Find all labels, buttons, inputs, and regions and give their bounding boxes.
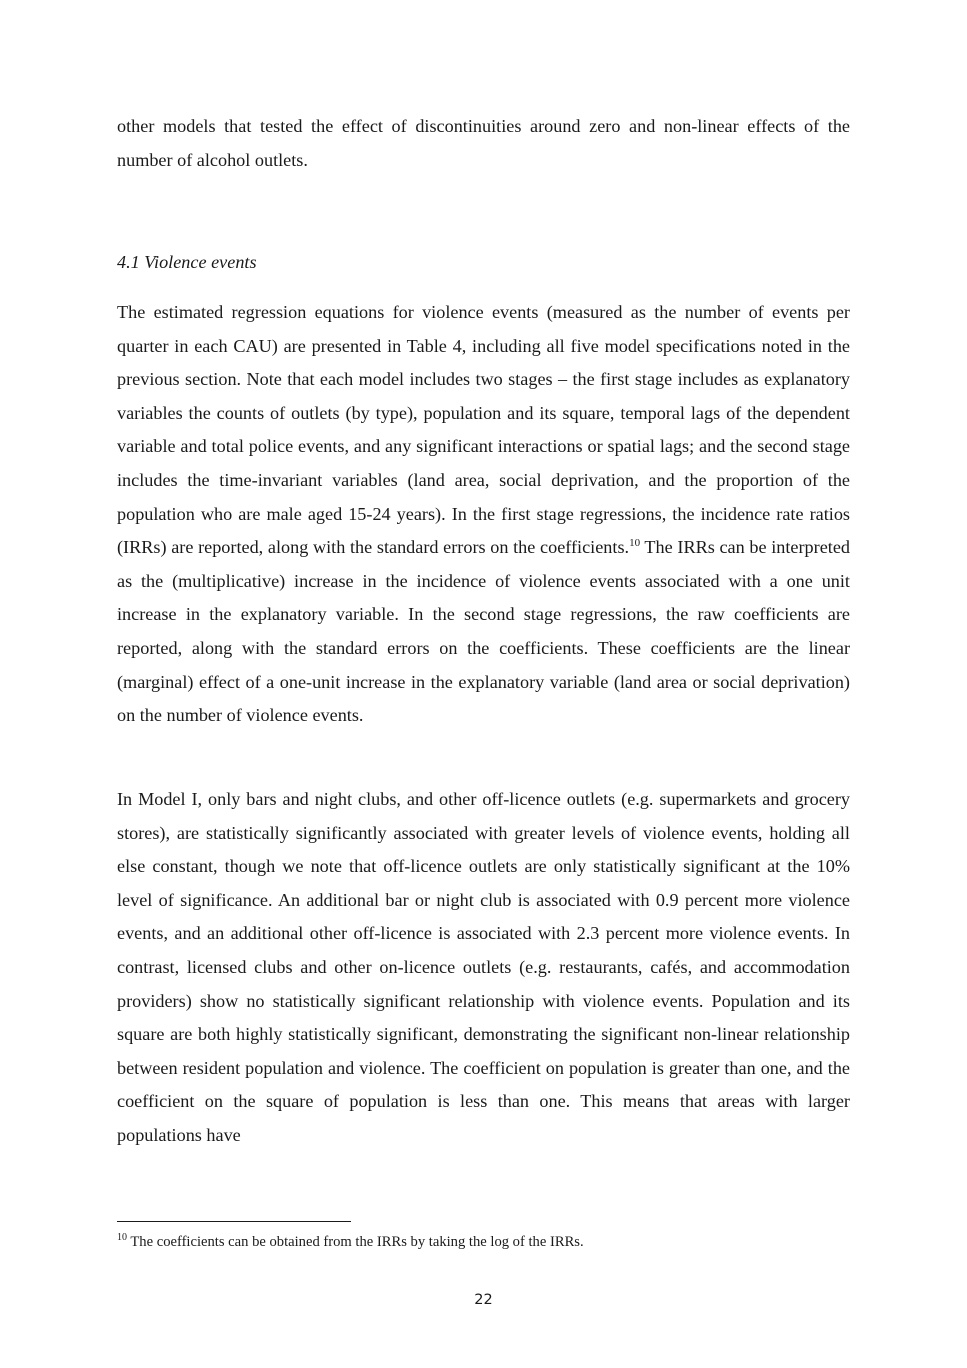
section-heading: 4.1 Violence events	[117, 252, 257, 272]
page-body	[117, 110, 850, 1145]
footnote-reference[interactable]: 10	[629, 537, 641, 550]
paragraph-1-text-a: The estimated regression equations for violence events (measured as the number of events per quarter in each CAU) are presented in Table 4, including all five model specifications noted in the previous section. Note that each model includes two stages – the first stage includes as explanatory variables the counts of outlets (by type), population and its square, temporal lags of the dependent variable and total police events, and any significant interactions or spatial lags; and the second stage includes the time-invariant variables (land area, social deprivation, and the proportion of the population who are male aged 15-24 years). In the first stage regressions, the incidence rate ratios (IRRs) are reported, along with the standard errors on the coefficients.	[117, 302, 850, 558]
footnote-marker: 10	[117, 1232, 127, 1244]
body-paragraph-1	[117, 296, 850, 733]
footnote	[117, 1231, 584, 1253]
intro-paragraph: other models that tested the effect of discontinuities around zero and non-linear effects of the number of alcohol outlets.	[117, 116, 850, 170]
body-paragraph-2: In Model I, only bars and night clubs, and other off-licence outlets (e.g. supermarkets and grocery stores), are statistically significantly associated with greater levels of violence events, holding all else constant, though we note that off-licence outlets are only statistically significant at the 10% level of significance. An additional bar or night club is associated with 0.9 percent more violence events, and an additional other off-licence is associated with 2.3 percent more violence events. In contrast, licensed clubs and other on-licence outlets (e.g. restaurants, cafés, and accommodation providers) show no statistically significant relationship with violence events. Population and its square are both highly statistically significant, demonstrating the significant non-linear relationship between resident population and violence. The coefficient on population is greater than one, and the coefficient on the square of population is less than one. This means that areas with larger populations have	[117, 789, 850, 1145]
footnote-text: The coefficients can be obtained from the IRRs by taking the log of the IRRs.	[127, 1234, 584, 1250]
footnote-divider	[117, 1221, 351, 1222]
paragraph-1-text-b: The IRRs can be interpreted as the (multiplicative) increase in the incidence of violence events associated with a one unit increase in the explanatory variable. In the second stage regressions, the raw coefficients are reported, along with the standard errors on the coefficients. These coefficients are the linear (marginal) effect of a one-unit increase in the explanatory variable (land area or social deprivation) on the number of violence events.	[117, 537, 850, 726]
page-number: 22	[474, 1292, 493, 1308]
